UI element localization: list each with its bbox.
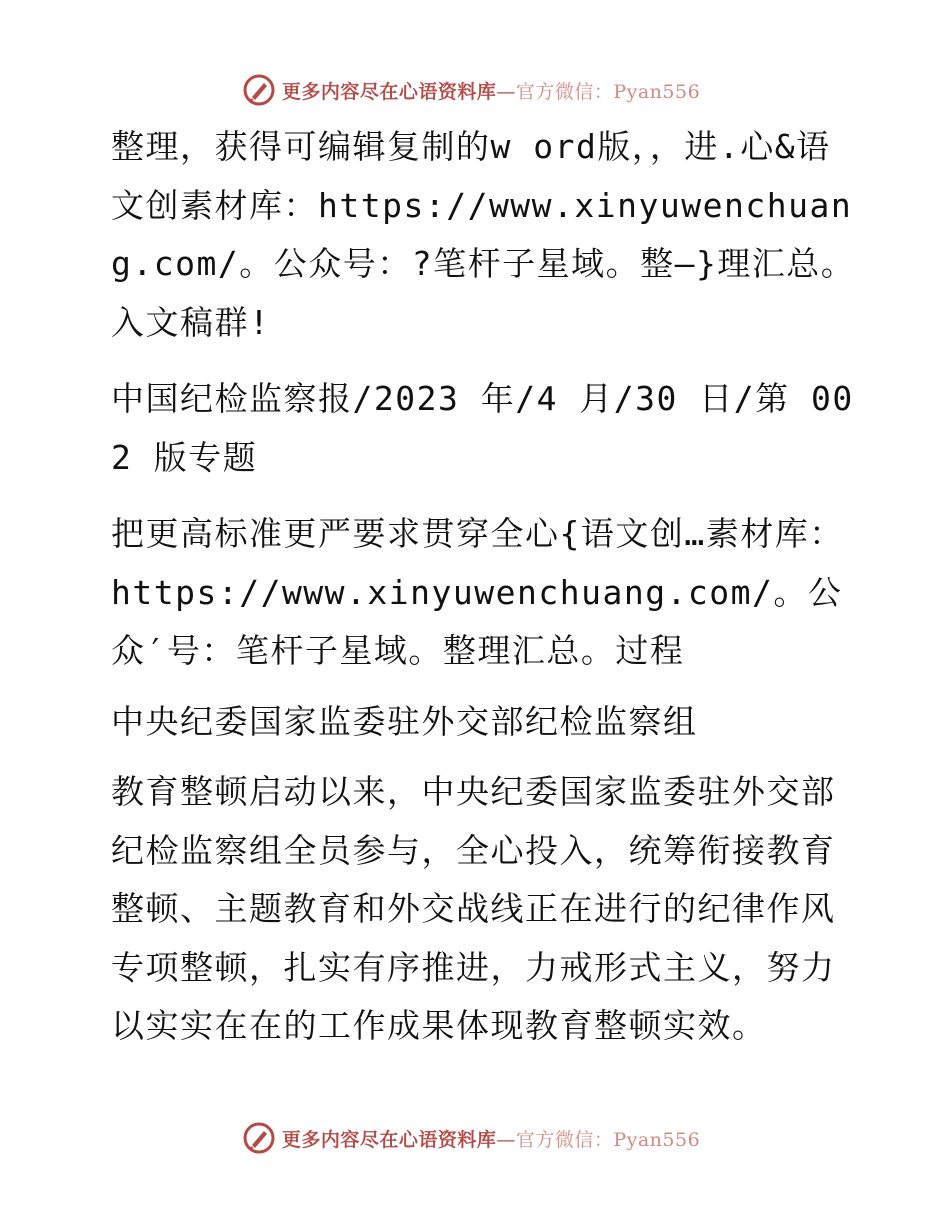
document-body bbox=[97, 118, 857, 1056]
header-brand-text: 更多内容尽在心语资料库 bbox=[281, 80, 497, 103]
header-dash: — bbox=[496, 80, 516, 103]
footer-brand-text: 更多内容尽在心语资料库 bbox=[281, 1128, 497, 1151]
header-banner bbox=[0, 70, 950, 110]
header-banner-inner bbox=[242, 73, 700, 107]
header-banner-text bbox=[282, 77, 700, 104]
paragraph-source-citation: 中国纪检监察报/2023 年/4 月/30 日/第 002 版专题 bbox=[111, 379, 854, 477]
footer-banner-text bbox=[282, 1125, 700, 1152]
footer-banner bbox=[0, 1118, 950, 1158]
paragraph-intro-notice: 整理，获得可编辑复制的w ord版，，进.心&语文创素材库：https://www.xinyuwenchuang.com/。公众号：?笔杆子星域。整—}理汇总。入文稿群! bbox=[111, 127, 856, 342]
footer-banner-inner bbox=[242, 1121, 700, 1155]
paragraph-main-text: 教育整顿启动以来，中央纪委国家监委驻外交部纪检监察组全员参与，全心投入，统筹衔接教育整顿、主题教育和外交战线正在进行的纪律作风专项整顿，扎实有序推进，力戒形式主义，努力以实实在在的工作成果体现教育整顿实效。 bbox=[111, 772, 836, 1045]
footer-contact-text: 官方微信：Pyan556 bbox=[515, 1128, 701, 1151]
footer-dash: — bbox=[496, 1128, 516, 1151]
paragraph-author: 中央纪委国家监委驻外交部纪检监察组 bbox=[111, 701, 698, 741]
pen-nib-logo-icon bbox=[242, 1121, 276, 1155]
paragraph-article-title: 把更高标准更严要求贯穿全心{语文创…素材库：https://www.xinyuwenchuang.com/。公众′号：笔杆子星域。整理汇总。过程 bbox=[111, 514, 844, 670]
header-contact-text: 官方微信：Pyan556 bbox=[515, 80, 701, 103]
pen-nib-logo-icon bbox=[242, 73, 276, 107]
